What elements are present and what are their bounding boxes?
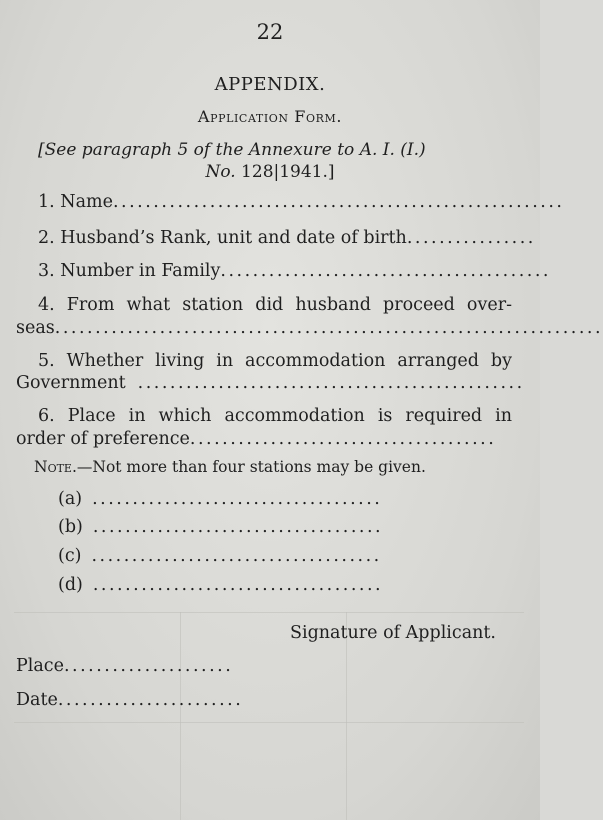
- item-station-overseas: [38, 295, 512, 315]
- station-label: (c): [58, 546, 82, 566]
- form-title: Application Form.: [197, 107, 343, 126]
- fill-in-leader: ................................................: [137, 373, 525, 393]
- item-continuation: Government: [16, 373, 126, 393]
- reference-line-2: [0, 162, 540, 182]
- item-husband-rank: [38, 228, 536, 248]
- item-label: 3. Number in Family: [38, 261, 221, 281]
- signature-label: Signature of Applicant.: [290, 623, 496, 643]
- reference-number: 128|1941.]: [235, 162, 335, 182]
- station-d: [58, 575, 384, 595]
- bleed-column-1: [180, 612, 181, 820]
- bleed-rule-mid: [14, 722, 524, 723]
- item-place-preference-cont: [16, 429, 500, 449]
- station-label: (b): [58, 517, 83, 537]
- station-label: (d): [58, 575, 83, 595]
- station-a: [58, 489, 383, 509]
- station-c: [58, 546, 382, 566]
- item-continuation: seas: [16, 318, 55, 338]
- item-label: 4. From what station did husband proceed over-: [38, 295, 512, 315]
- reference-line-1: [See paragraph 5 of the Annexure to A. I. (I.): [38, 140, 426, 160]
- note: [34, 458, 426, 476]
- item-place-preference: [38, 406, 512, 426]
- reference-no: No.: [205, 162, 236, 182]
- item-accommodation-government: [38, 351, 512, 371]
- fill-in-leader: .....................: [63, 656, 234, 676]
- bleed-column-2: [346, 612, 347, 820]
- fill-in-leader: ................: [406, 228, 536, 248]
- station-b: [58, 517, 384, 537]
- fill-in-leader: ........................................................: [112, 192, 565, 212]
- note-text: —Not more than four stations may be given.: [76, 458, 426, 476]
- date-field: [16, 690, 270, 710]
- place-label: Place: [16, 656, 64, 676]
- fill-in-leader: ......................................: [189, 429, 497, 449]
- item-label: 1. Name: [38, 192, 113, 212]
- item-name: [38, 192, 565, 212]
- station-label: (a): [58, 489, 83, 509]
- item-label: 6. Place in which accommodation is required in: [38, 406, 512, 426]
- fill-in-leader: ....................................: [91, 546, 382, 566]
- item-label: 5. Whether living in accommodation arranged by: [38, 351, 512, 371]
- fill-in-leader: ....................................: [92, 575, 384, 595]
- fill-in-leader: .......................: [57, 690, 244, 710]
- appendix-heading: APPENDIX.: [214, 74, 326, 95]
- item-station-overseas-cont: [16, 318, 603, 338]
- item-number-in-family: [38, 261, 551, 281]
- fill-in-leader: ....................................: [92, 517, 384, 537]
- fill-in-leader: ....................................................................: [54, 318, 603, 338]
- fill-in-leader: .........................................: [220, 261, 551, 281]
- fill-in-leader: ....................................: [92, 489, 383, 509]
- bleed-rule-top: [14, 612, 524, 613]
- item-accommodation-government-cont: [16, 373, 525, 393]
- item-continuation: order of preference: [16, 429, 190, 449]
- item-label: 2. Husband’s Rank, unit and date of birth: [38, 228, 407, 248]
- note-prefix: Note.: [34, 458, 77, 476]
- page-number: 22: [256, 20, 284, 44]
- date-label: Date: [16, 690, 58, 710]
- place-field: [16, 656, 269, 676]
